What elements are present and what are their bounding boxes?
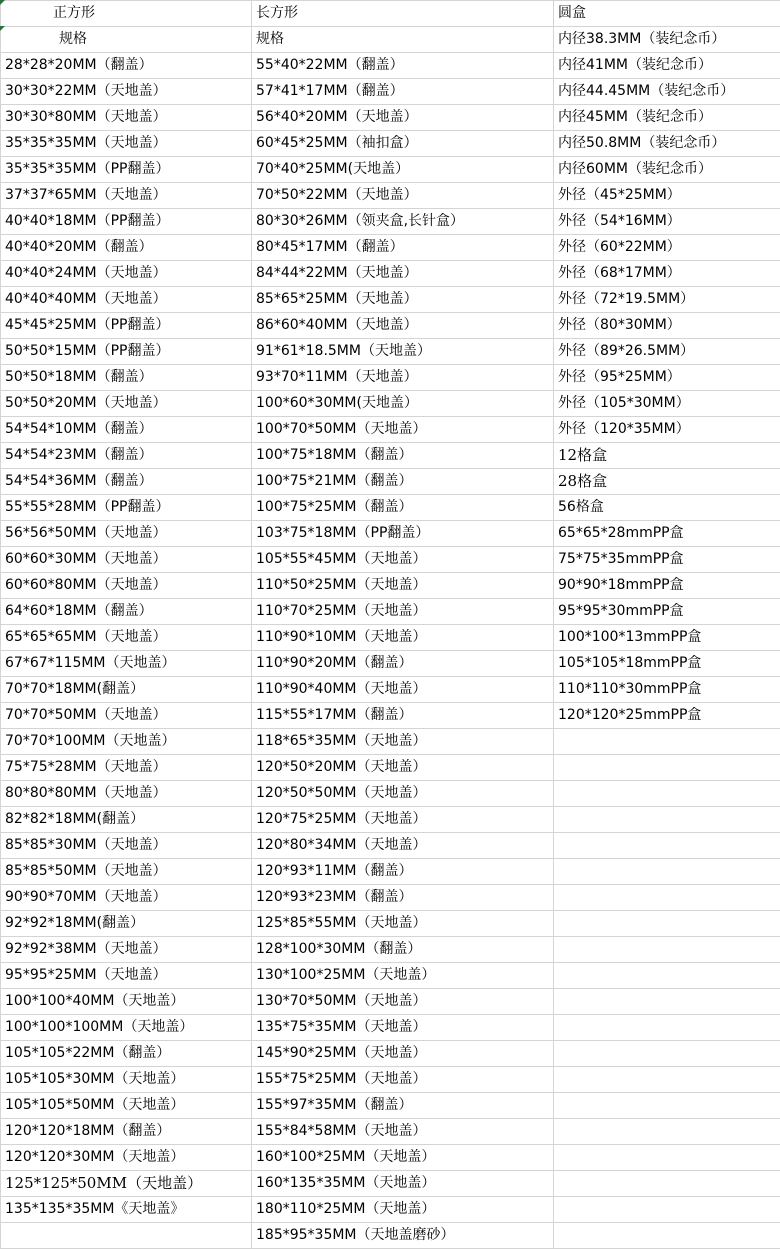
cell-round-box[interactable]: 外径（95*25MM） bbox=[554, 365, 780, 391]
cell-round-box[interactable]: 外径（105*30MM） bbox=[554, 391, 780, 417]
table-row bbox=[1, 313, 780, 339]
header-cell-square[interactable]: 正方形 bbox=[1, 1, 252, 27]
cell-note-indicator bbox=[0, 26, 5, 31]
cell-round-box[interactable]: 外径（60*22MM） bbox=[554, 235, 780, 261]
cell-round-box[interactable] bbox=[554, 755, 780, 781]
cell-round-box[interactable] bbox=[554, 1145, 780, 1171]
cell-rectangle[interactable]: 120*50*50MM（天地盖） bbox=[252, 781, 554, 807]
cell-round-box[interactable]: 12格盒 bbox=[554, 443, 780, 469]
table-row bbox=[1, 729, 780, 755]
cell-round-box[interactable]: 100*100*13mmPP盒 bbox=[554, 625, 780, 651]
table-row bbox=[1, 1067, 780, 1093]
cell-rectangle[interactable]: 155*84*58MM（天地盖） bbox=[252, 1119, 554, 1145]
table-row bbox=[1, 209, 780, 235]
table-row bbox=[1, 235, 780, 261]
table-row bbox=[1, 1171, 780, 1197]
table-row bbox=[1, 703, 780, 729]
cell-round-box[interactable] bbox=[554, 1119, 780, 1145]
cell-round-box[interactable]: 外径（45*25MM） bbox=[554, 183, 780, 209]
cell-square[interactable]: 60*60*80MM（天地盖） bbox=[1, 573, 252, 599]
cell-square[interactable]: 70*70*100MM（天地盖） bbox=[1, 729, 252, 755]
cell-square[interactable]: 50*50*18MM（翻盖） bbox=[1, 365, 252, 391]
cell-round-box[interactable] bbox=[554, 885, 780, 911]
cell-rectangle[interactable]: 130*70*50MM（天地盖） bbox=[252, 989, 554, 1015]
cell-rectangle[interactable]: 135*75*35MM（天地盖） bbox=[252, 1015, 554, 1041]
table-row bbox=[1, 1145, 780, 1171]
cell-rectangle[interactable]: 160*135*35MM（天地盖） bbox=[252, 1171, 554, 1197]
cell-round-box[interactable] bbox=[554, 937, 780, 963]
cell-square[interactable]: 40*40*18MM（PP翻盖） bbox=[1, 209, 252, 235]
cell-round-box[interactable] bbox=[554, 1041, 780, 1067]
cell-rectangle[interactable]: 160*100*25MM（天地盖） bbox=[252, 1145, 554, 1171]
cell-square[interactable]: 40*40*40MM（天地盖） bbox=[1, 287, 252, 313]
cell-round-box[interactable]: 内径45MM（装纪念币） bbox=[554, 105, 780, 131]
cell-rectangle[interactable]: 185*95*35MM（天地盖磨砂） bbox=[252, 1223, 554, 1249]
cell-rectangle[interactable]: 84*44*22MM（天地盖） bbox=[252, 261, 554, 287]
cell-square[interactable]: 100*100*100MM（天地盖） bbox=[1, 1015, 252, 1041]
cell-rectangle[interactable]: 115*55*17MM（翻盖） bbox=[252, 703, 554, 729]
cell-rectangle[interactable]: 120*80*34MM（天地盖） bbox=[252, 833, 554, 859]
cell-square[interactable] bbox=[1, 1223, 252, 1249]
cell-square[interactable]: 135*135*35MM《天地盖》 bbox=[1, 1197, 252, 1223]
cell-square[interactable]: 30*30*80MM（天地盖） bbox=[1, 105, 252, 131]
cell-rectangle[interactable]: 105*55*45MM（天地盖） bbox=[252, 547, 554, 573]
cell-rectangle[interactable]: 56*40*20MM（天地盖） bbox=[252, 105, 554, 131]
cell-square[interactable]: 80*80*80MM（天地盖） bbox=[1, 781, 252, 807]
cell-square[interactable]: 120*120*18MM（翻盖） bbox=[1, 1119, 252, 1145]
cell-square[interactable]: 125*125*50MM（天地盖） bbox=[1, 1171, 252, 1197]
cell-rectangle[interactable]: 110*70*25MM（天地盖） bbox=[252, 599, 554, 625]
table-row bbox=[1, 573, 780, 599]
table-row bbox=[1, 469, 780, 495]
cell-rectangle[interactable]: 120*75*25MM（天地盖） bbox=[252, 807, 554, 833]
cell-rectangle[interactable]: 120*50*20MM（天地盖） bbox=[252, 755, 554, 781]
table-row bbox=[1, 937, 780, 963]
cell-square[interactable]: 54*54*36MM（翻盖） bbox=[1, 469, 252, 495]
cell-rectangle[interactable]: 100*70*50MM（天地盖） bbox=[252, 417, 554, 443]
cell-round-box[interactable]: 110*110*30mmPP盒 bbox=[554, 677, 780, 703]
cell-round-box[interactable]: 90*90*18mmPP盒 bbox=[554, 573, 780, 599]
cell-rectangle[interactable]: 180*110*25MM（天地盖） bbox=[252, 1197, 554, 1223]
cell-round-box[interactable]: 内径41MM（装纪念币） bbox=[554, 53, 780, 79]
table-row bbox=[1, 781, 780, 807]
subheader-cell-round-box[interactable]: 内径38.3MM（装纪念币） bbox=[554, 27, 780, 53]
cell-square[interactable]: 85*85*30MM（天地盖） bbox=[1, 833, 252, 859]
cell-rectangle[interactable]: 125*85*55MM（天地盖） bbox=[252, 911, 554, 937]
cell-rectangle[interactable]: 120*93*23MM（翻盖） bbox=[252, 885, 554, 911]
cell-rectangle[interactable]: 118*65*35MM（天地盖） bbox=[252, 729, 554, 755]
cell-rectangle[interactable]: 70*40*25MM(天地盖） bbox=[252, 157, 554, 183]
cell-square[interactable]: 70*70*18MM(翻盖） bbox=[1, 677, 252, 703]
cell-round-box[interactable] bbox=[554, 833, 780, 859]
cell-square[interactable]: 40*40*20MM（翻盖） bbox=[1, 235, 252, 261]
table-row bbox=[1, 1093, 780, 1119]
cell-round-box[interactable]: 外径（54*16MM） bbox=[554, 209, 780, 235]
cell-rectangle[interactable]: 80*30*26MM（领夹盒,长针盒） bbox=[252, 209, 554, 235]
table-row bbox=[1, 547, 780, 573]
cell-rectangle[interactable]: 70*50*22MM（天地盖） bbox=[252, 183, 554, 209]
table-row bbox=[1, 287, 780, 313]
table-row bbox=[1, 157, 780, 183]
cell-rectangle[interactable]: 100*75*25MM（翻盖） bbox=[252, 495, 554, 521]
subheader-cell-square[interactable]: 规格 bbox=[1, 27, 252, 53]
cell-square[interactable]: 35*35*35MM（PP翻盖） bbox=[1, 157, 252, 183]
cell-square[interactable]: 54*54*10MM（翻盖） bbox=[1, 417, 252, 443]
cell-round-box[interactable] bbox=[554, 807, 780, 833]
cell-round-box[interactable] bbox=[554, 1067, 780, 1093]
cell-rectangle[interactable]: 85*65*25MM（天地盖） bbox=[252, 287, 554, 313]
table-row bbox=[1, 1041, 780, 1067]
cell-square[interactable]: 56*56*50MM（天地盖） bbox=[1, 521, 252, 547]
cell-square[interactable]: 75*75*28MM（天地盖） bbox=[1, 755, 252, 781]
cell-round-box[interactable]: 外径（120*35MM） bbox=[554, 417, 780, 443]
cell-square[interactable]: 65*65*65MM（天地盖） bbox=[1, 625, 252, 651]
cell-rectangle[interactable]: 86*60*40MM（天地盖） bbox=[252, 313, 554, 339]
table-row bbox=[1, 1015, 780, 1041]
table-row bbox=[1, 261, 780, 287]
cell-round-box[interactable]: 56格盒 bbox=[554, 495, 780, 521]
cell-square[interactable]: 120*120*30MM（天地盖） bbox=[1, 1145, 252, 1171]
cell-square[interactable]: 50*50*15MM（PP翻盖） bbox=[1, 339, 252, 365]
cell-round-box[interactable]: 95*95*30mmPP盒 bbox=[554, 599, 780, 625]
cell-rectangle[interactable]: 110*50*25MM（天地盖） bbox=[252, 573, 554, 599]
cell-rectangle[interactable]: 110*90*40MM（天地盖） bbox=[252, 677, 554, 703]
table-row bbox=[1, 131, 780, 157]
cell-rectangle[interactable]: 128*100*30MM（翻盖） bbox=[252, 937, 554, 963]
cell-round-box[interactable]: 65*65*28mmPP盒 bbox=[554, 521, 780, 547]
cell-rectangle[interactable]: 120*93*11MM（翻盖） bbox=[252, 859, 554, 885]
cell-round-box[interactable]: 内径60MM（装纪念币） bbox=[554, 157, 780, 183]
cell-square[interactable]: 85*85*50MM（天地盖） bbox=[1, 859, 252, 885]
cell-rectangle[interactable]: 93*70*11MM（天地盖） bbox=[252, 365, 554, 391]
table-row bbox=[1, 989, 780, 1015]
table-row bbox=[1, 625, 780, 651]
cell-round-box[interactable] bbox=[554, 1223, 780, 1249]
cell-rectangle[interactable]: 100*75*18MM（翻盖） bbox=[252, 443, 554, 469]
table-row bbox=[1, 807, 780, 833]
table-row bbox=[1, 495, 780, 521]
table-row bbox=[1, 885, 780, 911]
table-row bbox=[1, 53, 780, 79]
cell-round-box[interactable]: 75*75*35mmPP盒 bbox=[554, 547, 780, 573]
cell-round-box[interactable]: 外径（89*26.5MM） bbox=[554, 339, 780, 365]
table-row bbox=[1, 1223, 780, 1249]
table-row bbox=[1, 833, 780, 859]
cell-square[interactable]: 90*90*70MM（天地盖） bbox=[1, 885, 252, 911]
cell-round-box[interactable]: 内径44.45MM（装纪念币） bbox=[554, 79, 780, 105]
cell-square[interactable]: 60*60*30MM（天地盖） bbox=[1, 547, 252, 573]
cell-square[interactable]: 92*92*38MM（天地盖） bbox=[1, 937, 252, 963]
table-row bbox=[1, 79, 780, 105]
cell-square[interactable]: 28*28*20MM（翻盖） bbox=[1, 53, 252, 79]
table-row bbox=[1, 859, 780, 885]
cell-rectangle[interactable]: 57*41*17MM（翻盖） bbox=[252, 79, 554, 105]
cell-square[interactable]: 70*70*50MM（天地盖） bbox=[1, 703, 252, 729]
cell-rectangle[interactable]: 103*75*18MM（PP翻盖） bbox=[252, 521, 554, 547]
cell-square[interactable]: 67*67*115MM（天地盖） bbox=[1, 651, 252, 677]
cell-rectangle[interactable]: 100*75*21MM（翻盖） bbox=[252, 469, 554, 495]
table-row bbox=[1, 677, 780, 703]
table-row bbox=[1, 1119, 780, 1145]
table-row bbox=[1, 417, 780, 443]
cell-round-box[interactable]: 120*120*25mmPP盒 bbox=[554, 703, 780, 729]
table-row bbox=[1, 443, 780, 469]
table-row bbox=[1, 183, 780, 209]
cell-rectangle[interactable]: 91*61*18.5MM（天地盖） bbox=[252, 339, 554, 365]
cell-square[interactable]: 92*92*18MM(翻盖） bbox=[1, 911, 252, 937]
cell-square[interactable]: 55*55*28MM（PP翻盖） bbox=[1, 495, 252, 521]
cell-square[interactable]: 100*100*40MM（天地盖） bbox=[1, 989, 252, 1015]
cell-round-box[interactable] bbox=[554, 1197, 780, 1223]
cell-round-box[interactable] bbox=[554, 729, 780, 755]
cell-rectangle[interactable]: 100*60*30MM(天地盖） bbox=[252, 391, 554, 417]
cell-square[interactable]: 50*50*20MM（天地盖） bbox=[1, 391, 252, 417]
cell-note-indicator bbox=[0, 0, 5, 5]
cell-square[interactable]: 105*105*30MM（天地盖） bbox=[1, 1067, 252, 1093]
table-row bbox=[1, 339, 780, 365]
cell-round-box[interactable]: 外径（80*30MM） bbox=[554, 313, 780, 339]
cell-square[interactable]: 64*60*18MM（翻盖） bbox=[1, 599, 252, 625]
cell-rectangle[interactable]: 130*100*25MM（天地盖） bbox=[252, 963, 554, 989]
header-cell-rectangle[interactable]: 长方形 bbox=[252, 1, 554, 27]
table-row bbox=[1, 911, 780, 937]
cell-round-box[interactable]: 内径50.8MM（装纪念币） bbox=[554, 131, 780, 157]
cell-square[interactable]: 95*95*25MM（天地盖） bbox=[1, 963, 252, 989]
cell-square[interactable]: 40*40*24MM（天地盖） bbox=[1, 261, 252, 287]
cell-round-box[interactable]: 105*105*18mmPP盒 bbox=[554, 651, 780, 677]
cell-round-box[interactable]: 外径（68*17MM） bbox=[554, 261, 780, 287]
table-row bbox=[1, 365, 780, 391]
table-row bbox=[1, 599, 780, 625]
cell-square[interactable]: 105*105*22MM（翻盖） bbox=[1, 1041, 252, 1067]
table-row bbox=[1, 521, 780, 547]
cell-rectangle[interactable]: 110*90*20MM（翻盖） bbox=[252, 651, 554, 677]
subheader-cell-rectangle[interactable]: 规格 bbox=[252, 27, 554, 53]
cell-rectangle[interactable]: 80*45*17MM（翻盖） bbox=[252, 235, 554, 261]
cell-round-box[interactable] bbox=[554, 1093, 780, 1119]
cell-rectangle[interactable]: 110*90*10MM（天地盖） bbox=[252, 625, 554, 651]
table-row bbox=[1, 105, 780, 131]
cell-square[interactable]: 35*35*35MM（天地盖） bbox=[1, 131, 252, 157]
cell-square[interactable]: 45*45*25MM（PP翻盖） bbox=[1, 313, 252, 339]
table-row bbox=[1, 651, 780, 677]
cell-rectangle[interactable]: 155*97*35MM（翻盖） bbox=[252, 1093, 554, 1119]
header-row bbox=[1, 1, 780, 27]
cell-round-box[interactable] bbox=[554, 1171, 780, 1197]
table-row bbox=[1, 963, 780, 989]
table-row bbox=[1, 391, 780, 417]
subheader-row bbox=[1, 27, 780, 53]
cell-square[interactable]: 37*37*65MM（天地盖） bbox=[1, 183, 252, 209]
cell-square[interactable]: 54*54*23MM（翻盖） bbox=[1, 443, 252, 469]
header-cell-round-box[interactable]: 圆盒 bbox=[554, 1, 780, 27]
cell-rectangle[interactable]: 155*75*25MM（天地盖） bbox=[252, 1067, 554, 1093]
cell-rectangle[interactable]: 60*45*25MM（袖扣盒） bbox=[252, 131, 554, 157]
cell-round-box[interactable] bbox=[554, 989, 780, 1015]
cell-round-box[interactable]: 外径（72*19.5MM） bbox=[554, 287, 780, 313]
cell-round-box[interactable] bbox=[554, 781, 780, 807]
cell-round-box[interactable] bbox=[554, 859, 780, 885]
cell-round-box[interactable] bbox=[554, 1015, 780, 1041]
cell-round-box[interactable] bbox=[554, 911, 780, 937]
cell-rectangle[interactable]: 55*40*22MM（翻盖） bbox=[252, 53, 554, 79]
cell-square[interactable]: 30*30*22MM（天地盖） bbox=[1, 79, 252, 105]
cell-round-box[interactable] bbox=[554, 963, 780, 989]
cell-rectangle[interactable]: 145*90*25MM（天地盖） bbox=[252, 1041, 554, 1067]
cell-square[interactable]: 82*82*18MM(翻盖） bbox=[1, 807, 252, 833]
cell-round-box[interactable]: 28格盒 bbox=[554, 469, 780, 495]
table-row bbox=[1, 1197, 780, 1223]
cell-square[interactable]: 105*105*50MM（天地盖） bbox=[1, 1093, 252, 1119]
spreadsheet-body bbox=[1, 1, 780, 1249]
table-row bbox=[1, 755, 780, 781]
